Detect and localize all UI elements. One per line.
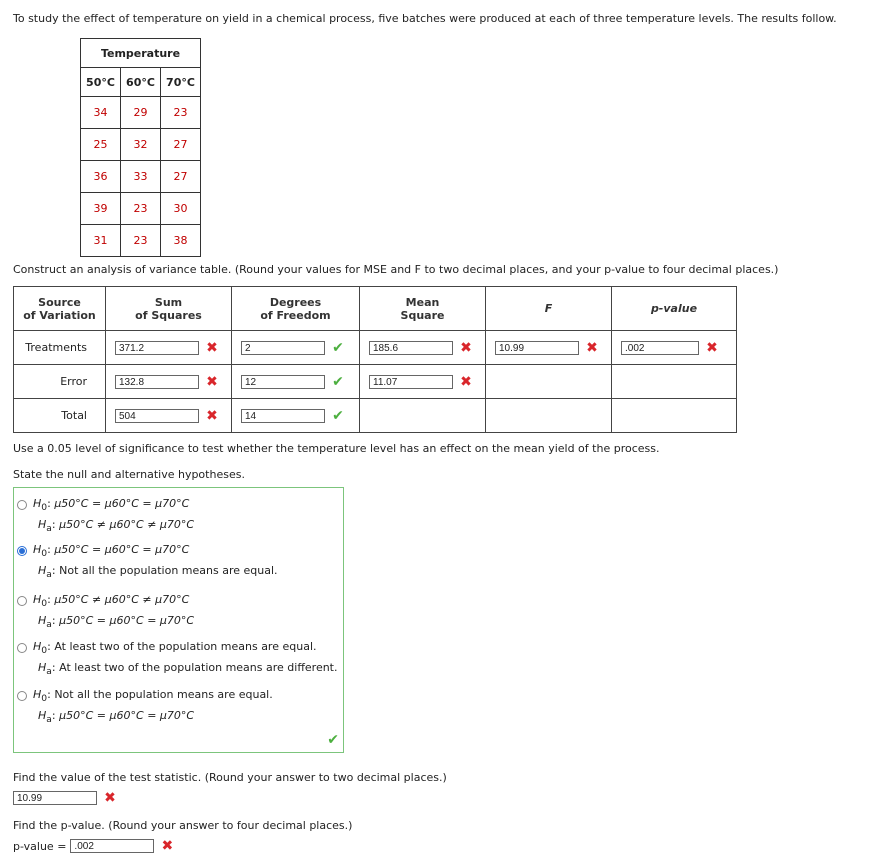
header-p-value: p-value — [612, 287, 737, 331]
p-value-label: p-value = — [13, 839, 67, 853]
p-value-prompt: Find the p-value. (Round your answer to four decimal places.) — [13, 819, 353, 832]
data-cell: 31 — [81, 225, 121, 257]
wrong-icon: ✖ — [206, 339, 218, 356]
check-icon: ✔ — [332, 339, 344, 356]
data-cell: 23 — [121, 193, 161, 225]
radio-button[interactable] — [17, 643, 27, 653]
temperature-header: Temperature — [81, 39, 201, 68]
total-ss-input[interactable]: 504 — [115, 409, 199, 423]
col-70c: 70°C — [161, 68, 201, 97]
col-50c: 50°C — [81, 68, 121, 97]
mse-input[interactable]: 11.07 — [369, 375, 453, 389]
hypothesis-option-2[interactable] — [17, 544, 27, 557]
hypothesis-option-5[interactable] — [17, 689, 27, 702]
row-error — [14, 365, 737, 399]
check-icon: ✔ — [332, 407, 344, 424]
p-value-input[interactable]: .002 — [621, 341, 699, 355]
data-cell: 25 — [81, 129, 121, 161]
data-cell: 29 — [121, 97, 161, 129]
row-total — [14, 399, 737, 433]
wrong-icon: ✖ — [206, 373, 218, 390]
header-source: Source of Variation — [14, 287, 106, 331]
test-statistic-input[interactable]: 10.99 — [13, 791, 97, 805]
data-cell: 38 — [161, 225, 201, 257]
treatments-label: Treatments — [14, 331, 106, 365]
significance-text: Use a 0.05 level of significance to test whether the temperature level has an effect on the mean yield of the process. — [13, 442, 660, 455]
header-f: F — [486, 287, 612, 331]
check-icon: ✔ — [332, 373, 344, 390]
data-cell: 30 — [161, 193, 201, 225]
intro-text: To study the effect of temperature on yield in a chemical process, five batches were produced at each of three temperature levels. The results follow. — [13, 12, 837, 25]
wrong-icon: ✖ — [161, 838, 174, 854]
data-cell: 32 — [121, 129, 161, 161]
radio-button[interactable] — [17, 500, 27, 510]
hypothesis-option-3[interactable] — [17, 594, 27, 607]
test-statistic-prompt: Find the value of the test statistic. (Round your answer to two decimal places.) — [13, 771, 447, 784]
anova-table — [13, 286, 737, 433]
wrong-icon: ✖ — [586, 339, 598, 356]
hypotheses-prompt: State the null and alternative hypotheses. — [13, 468, 245, 481]
error-df-input[interactable]: 12 — [241, 375, 325, 389]
check-icon: ✔ — [327, 732, 339, 748]
wrong-icon: ✖ — [104, 790, 116, 806]
error-ss-input[interactable]: 132.8 — [115, 375, 199, 389]
hypotheses-options: $H_0$: μ50°C = μ60°C = μ70°C $H_a$: μ50°C ≠ μ60°C ≠ μ70°C $H_0$: μ50°C = μ60°C = μ70°C $H_a$: Not all the population means are equal. $H_0$: μ50°C ≠ μ60°C ≠ μ70°C $H_a$: μ50°C = μ60°C = μ70°C $H_0$: At least two of the population means are equal. $H_a$: At least two of the population means are different. $H_0$: Not all the population means are equal. $H_a$: μ50°C = μ60°C = μ70°C ✔ — [13, 487, 344, 753]
data-cell: 23 — [121, 225, 161, 257]
p-value-answer-input[interactable]: .002 — [70, 839, 154, 853]
header-mean-square: Mean Square — [360, 287, 486, 331]
anova-instruction: Construct an analysis of variance table. (Round your values for MSE and F to two decimal places, and your p-value to four decimal places.) — [13, 263, 779, 276]
radio-button-selected[interactable] — [17, 546, 27, 556]
wrong-icon: ✖ — [460, 339, 472, 356]
header-sum-squares: Sum of Squares — [106, 287, 232, 331]
row-treatments — [14, 331, 737, 365]
radio-button[interactable] — [17, 596, 27, 606]
error-label: Error — [14, 365, 106, 399]
header-degrees-freedom: Degrees of Freedom — [232, 287, 360, 331]
treatments-ms-input[interactable]: 185.6 — [369, 341, 453, 355]
data-cell: 27 — [161, 129, 201, 161]
data-cell: 23 — [161, 97, 201, 129]
treatments-ss-input[interactable]: 371.2 — [115, 341, 199, 355]
total-label: Total — [14, 399, 106, 433]
wrong-icon: ✖ — [706, 339, 718, 356]
radio-button[interactable] — [17, 691, 27, 701]
hypothesis-option-1[interactable] — [17, 498, 27, 511]
wrong-icon: ✖ — [460, 373, 472, 390]
data-cell: 33 — [121, 161, 161, 193]
treatments-df-input[interactable]: 2 — [241, 341, 325, 355]
data-cell: 36 — [81, 161, 121, 193]
hypothesis-option-4[interactable] — [17, 641, 27, 654]
data-cell: 34 — [81, 97, 121, 129]
total-df-input[interactable]: 14 — [241, 409, 325, 423]
f-input[interactable]: 10.99 — [495, 341, 579, 355]
col-60c: 60°C — [121, 68, 161, 97]
temperature-data-table — [80, 38, 201, 257]
data-cell: 27 — [161, 161, 201, 193]
data-cell: 39 — [81, 193, 121, 225]
wrong-icon: ✖ — [206, 407, 218, 424]
